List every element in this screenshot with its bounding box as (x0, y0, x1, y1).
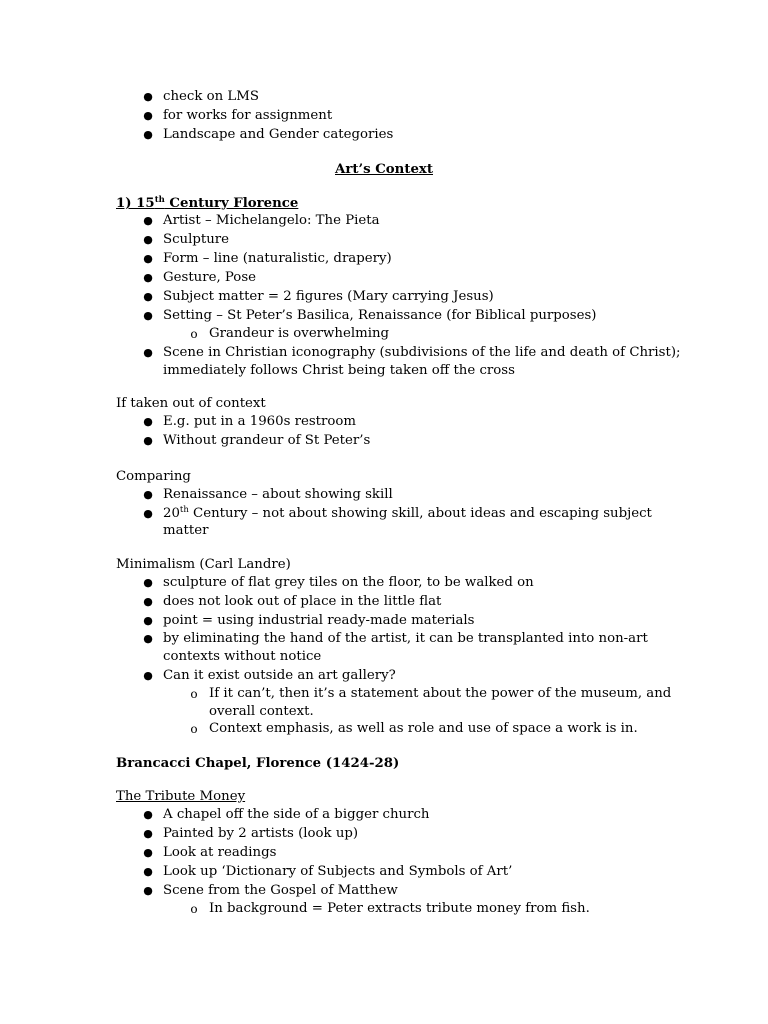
bullet-icon: ● (143, 884, 153, 897)
bullet-icon: ● (143, 346, 153, 359)
bullet-icon: ● (143, 434, 153, 447)
bullet-icon: ● (143, 614, 153, 627)
bullet-icon: ● (143, 827, 153, 840)
bullet-icon: ● (143, 252, 153, 265)
bullet-icon: ● (143, 808, 153, 821)
bullet-icon: ● (143, 90, 153, 103)
bullet-icon: ● (143, 109, 153, 122)
bullet-icon: ● (143, 846, 153, 859)
bullet-icon: ● (143, 415, 153, 428)
bullet-icon: ● (143, 595, 153, 608)
bullet-icon: ● (143, 865, 153, 878)
bullet-icon: ● (143, 128, 153, 141)
bullet-icon: ● (143, 214, 153, 227)
sub-bullet-icon: o (190, 722, 198, 736)
bullet-icon: ● (143, 290, 153, 303)
bullet-icon: ● (143, 271, 153, 284)
bullet-icon: ● (143, 309, 153, 322)
bullet-icon: ● (143, 669, 153, 682)
bullet-icon: ● (143, 233, 153, 246)
bullet-icon: ● (143, 576, 153, 589)
bullet-icon: ● (143, 632, 153, 645)
sub-bullet-icon: o (190, 687, 198, 701)
document-page: ● check on LMS ● for works for assignment ● Landscape and Gender categories Art’s Context 1) 15th Century Florence ● Artist – Michelangelo: The Pieta ● Sculpture ● Form – line (naturalistic, drapery) ● Gesture, Pose ● Subject matter = 2 figures (Mary carrying Jesus) ● Setting – St Peter’s Basilica, Renaissance (for Biblical purposes) o Grandeur is overwhelming ● Scene in Christian iconography (subdivisions of the life and death of Christ); immediately follows Christ being taken off the cross If taken out of context ● E.g. put in a 1960s restroom ● Without grandeur of St Peter’s Comparing ● Renaissance – about showing skill ● 20th Century – not about showing skill, about ideas and escaping subject matter Minimalism (Carl Landre) ● sculpture of flat grey tiles on the floor, to be walked on ● does not look out of place in the little flat ● point = using industrial ready-made materials ● by eliminating the hand of the artist, it can be transplanted into non-art contexts without notice ● Can it exist outside an art gallery? o If it can’t, then it’s a statement about the power of the museum, and overall context. o Context emphasis, as well as role and use of space a work is in. Brancacci Chapel, Florence (1424-28) The Tribute Money ● A chapel off the side of a bigger church ● Painted by 2 artists (look up) ● Look at readings ● Look up ‘Dictionary of Subjects and Symbols of Art’ ● Scene from the Gospel of Matthew o In background = Peter extracts tribute money from fish. (116, 89, 681, 916)
sub-bullet-icon: o (190, 327, 198, 341)
bullet-icon: ● (143, 488, 153, 501)
bullet-icon: ● (143, 507, 153, 520)
sub-bullet-icon: o (190, 902, 198, 916)
